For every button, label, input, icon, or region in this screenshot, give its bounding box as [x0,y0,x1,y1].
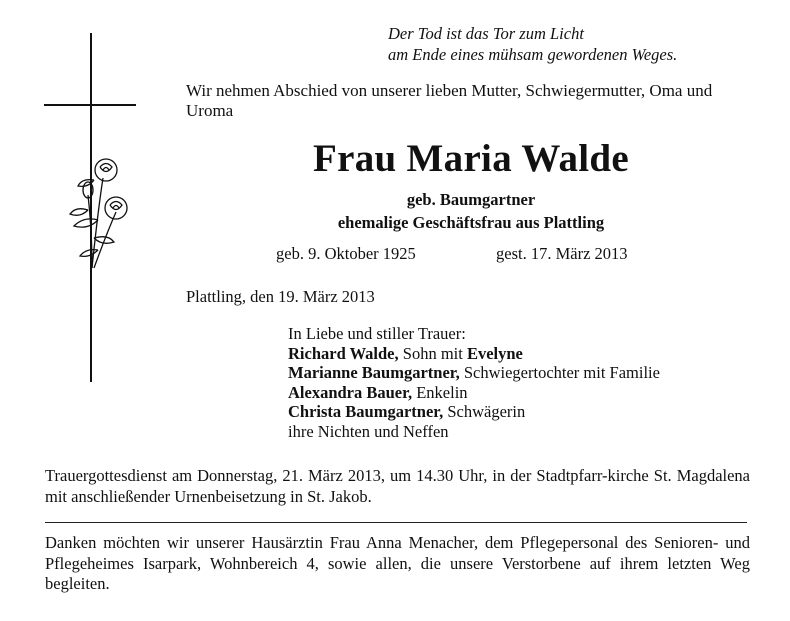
funeral-service-text: Trauergottesdienst am Donnerstag, 21. März 2013, um 14.30 Uhr, in der Stadtpfarr-kirche St. Magdalena mit anschließender Urnenbeisetzung in St. Jakob. [45,466,750,506]
occupation: ehemalige Geschäftsfrau aus Plattling [337,213,605,232]
mourner-relation: Schwiegertochter mit Familie [459,363,660,382]
mourner-name: Christa Baumgartner, [288,402,444,421]
mourner-row [288,383,660,403]
place-date: Plattling, den 19. März 2013 [186,287,375,306]
deceased-name: Frau Maria Walde [312,137,630,180]
motto [388,23,677,65]
mourner-relation: Sohn mit [398,343,467,363]
cross-bar [44,104,136,106]
mourner-name: Richard Walde, [288,343,399,363]
mourner-name: Alexandra Bauer, [288,382,413,402]
divider [45,522,747,523]
mourner-name: Evelyne [466,343,523,363]
death-date: gest. 17. März 2013 [496,244,628,263]
thanks-text: Danken möchten wir unserer Hausärztin Frau Anna Menacher, dem Pflegepersonal des Senioren- und Pflegeheimes Isarpark, Wohnbereich 4, sowie allen, die unsere Verstorbene auf ihrem letzten Weg begleiten. [45,533,750,593]
birth-date: geb. 9. Oktober 1925 [276,244,416,263]
mourners-heading: In Liebe und stiller Trauer: [288,324,466,343]
motto-line-1: Der Tod ist das Tor zum Licht [388,24,584,43]
mourner-relation: Enkelin [412,382,468,402]
mourner-row [288,402,660,422]
intro-text: Wir nehmen Abschied von unserer lieben Mutter, Schwiegermutter, Oma und Uroma [186,81,713,120]
motto-line-2: am Ende eines mühsam gewordenen Weges. [388,45,678,64]
mourner-relation: Schwägerin [443,402,526,421]
rose-icon [58,150,138,270]
birth-name: geb. Baumgartner [406,190,536,209]
mourner-row [288,344,660,364]
mourners-list [288,324,660,441]
mourner-name: Marianne Baumgartner, [288,363,460,382]
mourner-row [288,363,660,383]
mourners-last-line: ihre Nichten und Neffen [288,421,449,441]
